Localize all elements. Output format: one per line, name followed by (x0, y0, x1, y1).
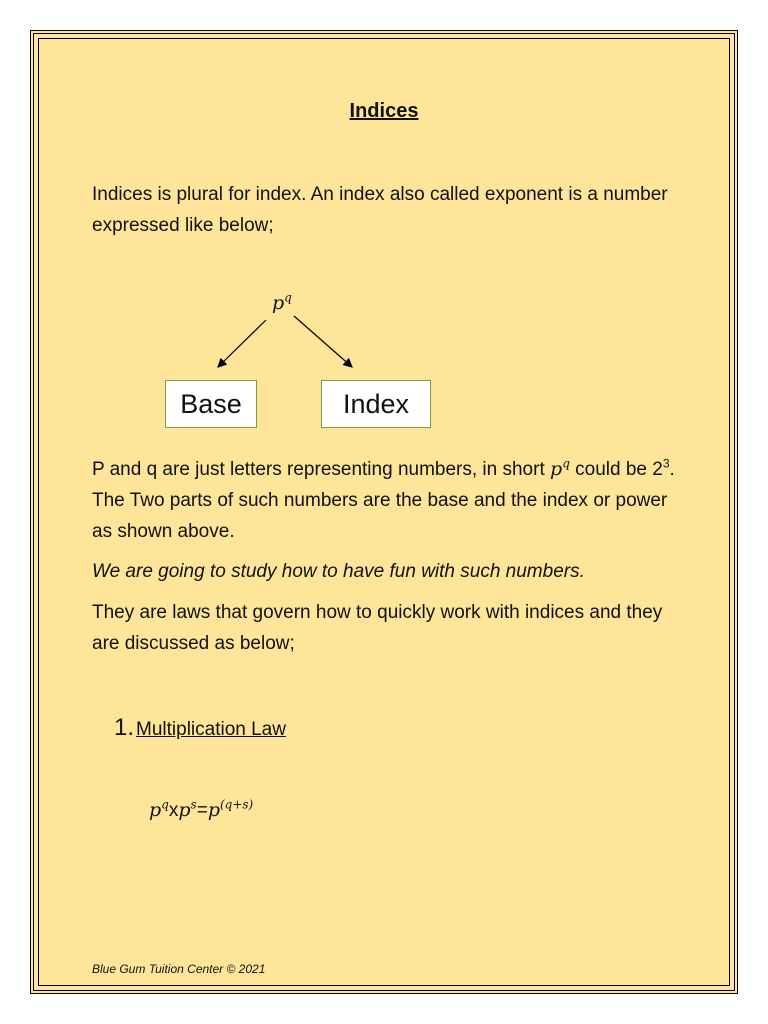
formula-equals: = (196, 800, 208, 821)
formula-q: q (161, 797, 169, 812)
explanation-paragraph (92, 454, 692, 547)
formula-p1: p (149, 799, 162, 821)
document-page (30, 30, 738, 994)
italic-paragraph: We are going to study how to have fun with such numbers. (92, 561, 585, 582)
inline-exponent: 3 (662, 456, 670, 471)
diagram-expression (272, 292, 292, 314)
diagram-exp-var: q (284, 290, 292, 305)
multiplication-formula (149, 799, 253, 822)
page-title: Indices (349, 100, 419, 122)
footer-text: Blue Gum Tuition Center © 2021 (92, 962, 266, 976)
formula-p2: p (178, 799, 191, 821)
law-number: 1. (114, 714, 135, 741)
base-box: Base (165, 380, 257, 428)
index-box: Index (321, 380, 431, 428)
inline-p-var: p (550, 458, 563, 480)
laws-paragraph: They are laws that govern how to quickly work with indices and they are discussed as below; (92, 602, 663, 654)
para2-text-1: P and q are just letters representing numbers, in short (92, 459, 551, 480)
inline-q-var: q (562, 456, 570, 471)
formula-exp: (q+s) (219, 797, 254, 812)
law-heading (114, 714, 286, 742)
arrow-to-base (218, 320, 266, 367)
para2-text-2: could be 2 (569, 459, 663, 480)
formula-times: x (168, 800, 179, 821)
formula-p3: p (207, 799, 220, 821)
diagram-base-var: p (272, 292, 285, 314)
para2-text-3: . The Two parts of such numbers are the base and the index or power as shown above. (92, 459, 675, 542)
intro-paragraph: Indices is plural for index. An index also called exponent is a number expressed like below; (92, 184, 668, 236)
formula-s: s (190, 797, 197, 812)
arrow-to-index (294, 316, 352, 367)
law-label: Multiplication Law (136, 719, 286, 740)
